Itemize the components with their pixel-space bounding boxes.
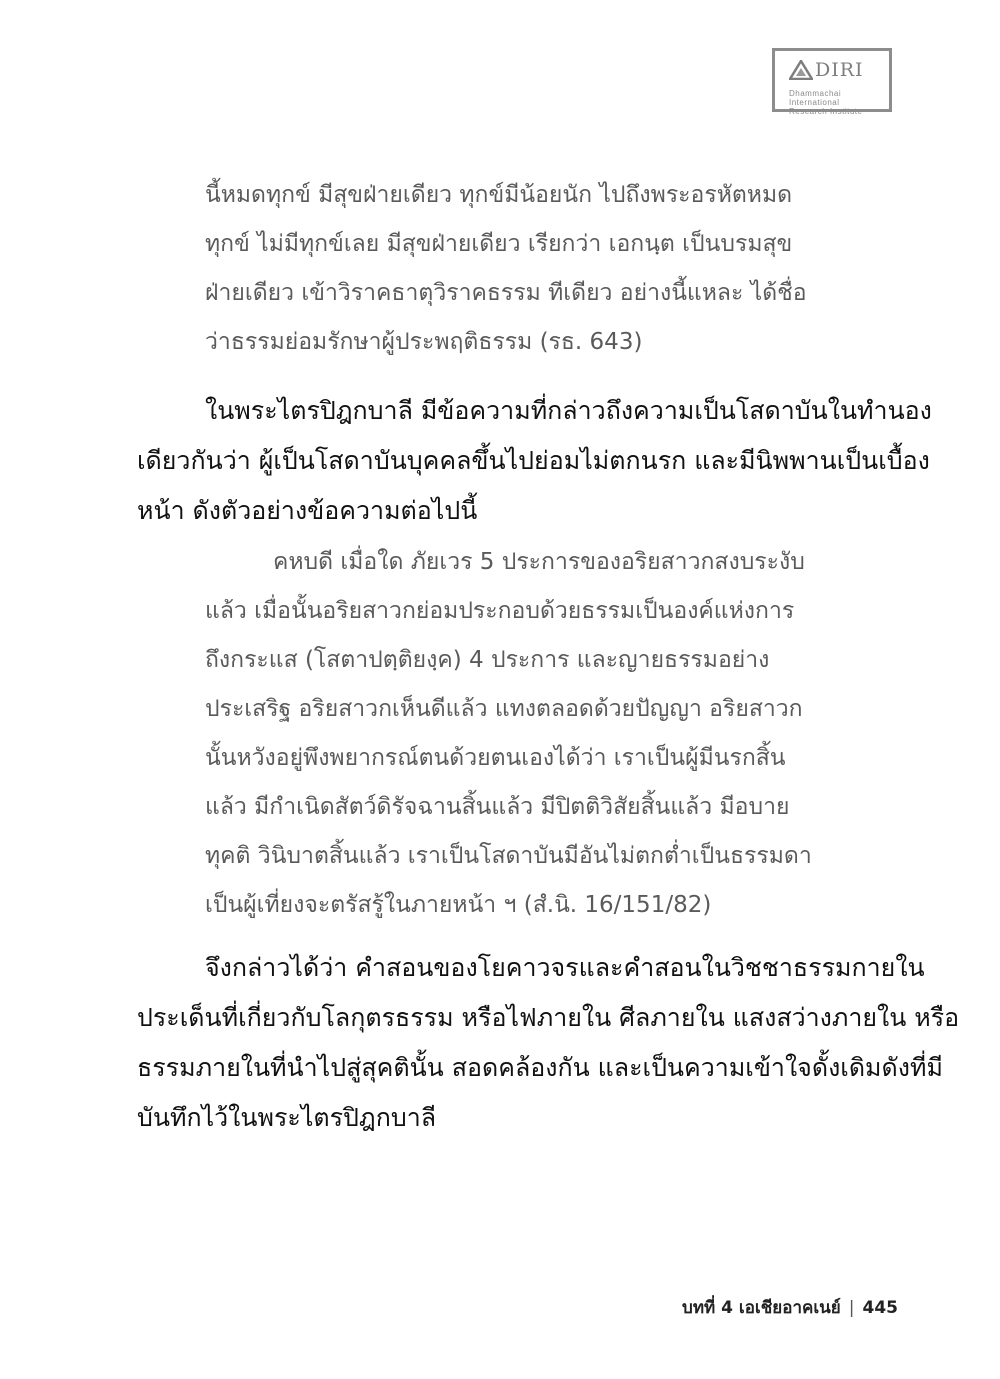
quote2-line: เป็นผู้เที่ยงจะตรัสรู้ในภายหน้า ฯ (สํ.นิ. 16/151/82) <box>205 892 712 918</box>
quote1-line: ว่าธรรมย่อมรักษาผู้ประพฤติธรรม (รธ. 643) <box>205 329 643 355</box>
para2-line: บันทึกไว้ในพระไตรปิฎกบาลี <box>137 1103 437 1132</box>
page-number: 445 <box>862 1298 898 1318</box>
body-paragraph-2 <box>137 943 959 1143</box>
quote2-line: แล้ว มีกำเนิดสัตว์ดิรัจฉานสิ้นแล้ว มีปิตติวิสัยสิ้นแล้ว มีอบาย <box>205 794 790 820</box>
triangle-emblem-icon <box>789 60 813 80</box>
quote2-line: ประเสริฐ อริยสาวกเห็นดีแล้ว แทงตลอดด้วยปัญญา อริยสาวก <box>205 696 803 722</box>
para2-line: ธรรมภายในที่นำไปสู่สุคตินั้น สอดคล้องกัน และเป็นความเข้าใจดั้งเดิมดังที่มี <box>137 1053 943 1082</box>
quote2-line: ถึงกระแส (โสตาปตฺติยงฺค) 4 ประการ และญายธรรมอย่าง <box>205 647 770 673</box>
logo-name: DIRI <box>815 59 864 81</box>
para1-line: เดียวกันว่า ผู้เป็นโสดาบันบุคคลขึ้นไปย่อมไม่ตกนรก และมีนิพพานเป็นเบื้อง <box>137 446 930 475</box>
logo-sub-line-2: Research Institute <box>789 107 863 116</box>
quote-block-2 <box>205 538 812 930</box>
body-paragraph-1 <box>137 386 932 536</box>
diri-logo <box>772 48 892 116</box>
quote1-line: ทุกข์ ไม่มีทุกข์เลย มีสุขฝ่ายเดียว เรียกว่า เอกนฺต เป็นบรมสุข <box>205 231 793 257</box>
footer-separator: | <box>848 1298 855 1318</box>
quote2-line: แล้ว เมื่อนั้นอริยสาวกย่อมประกอบด้วยธรรมเป็นองค์แห่งการ <box>205 598 795 624</box>
quote2-line: คหบดี เมื่อใด ภัยเวร 5 ประการของอริยสาวกสงบระงับ <box>273 549 805 575</box>
para1-line: หน้า ดังตัวอย่างข้อความต่อไปนี้ <box>137 496 478 525</box>
quote1-line: นี้หมดทุกข์ มีสุขฝ่ายเดียว ทุกข์มีน้อยนัก ไปถึงพระอรหัตหมด <box>205 182 793 208</box>
logo-sub-line-1: Dhammachai International <box>789 89 842 107</box>
quote2-line: ทุคติ วินิบาตสิ้นแล้ว เราเป็นโสดาบันมีอันไม่ตกต่ำเป็นธรรมดา <box>205 843 812 869</box>
logo-subtitle <box>789 89 885 116</box>
para2-line: ประเด็นที่เกี่ยวกับโลกุตรธรรม หรือไฟภายใน ศีลภายใน แสงสว่างภายใน หรือ <box>137 1003 960 1032</box>
para2-line: จึงกล่าวได้ว่า คำสอนของโยคาวจรและคำสอนในวิชชาธรรมกายใน <box>205 953 925 982</box>
quote-block-1 <box>205 171 807 367</box>
quote1-line: ฝ่ายเดียว เข้าวิราคธาตุวิราคธรรม ทีเดียว อย่างนี้แหละ ได้ชื่อ <box>205 280 807 306</box>
page-footer <box>668 1294 898 1321</box>
quote2-line: นั้นหวังอยู่พึงพยากรณ์ตนด้วยตนเองได้ว่า เราเป็นผู้มีนรกสิ้น <box>205 745 786 771</box>
chapter-title: บทที่ 4 เอเชียอาคเนย์ <box>682 1298 841 1318</box>
para1-line: ในพระไตรปิฎกบาลี มีข้อความที่กล่าวถึงความเป็นโสดาบันในทำนอง <box>205 396 932 425</box>
